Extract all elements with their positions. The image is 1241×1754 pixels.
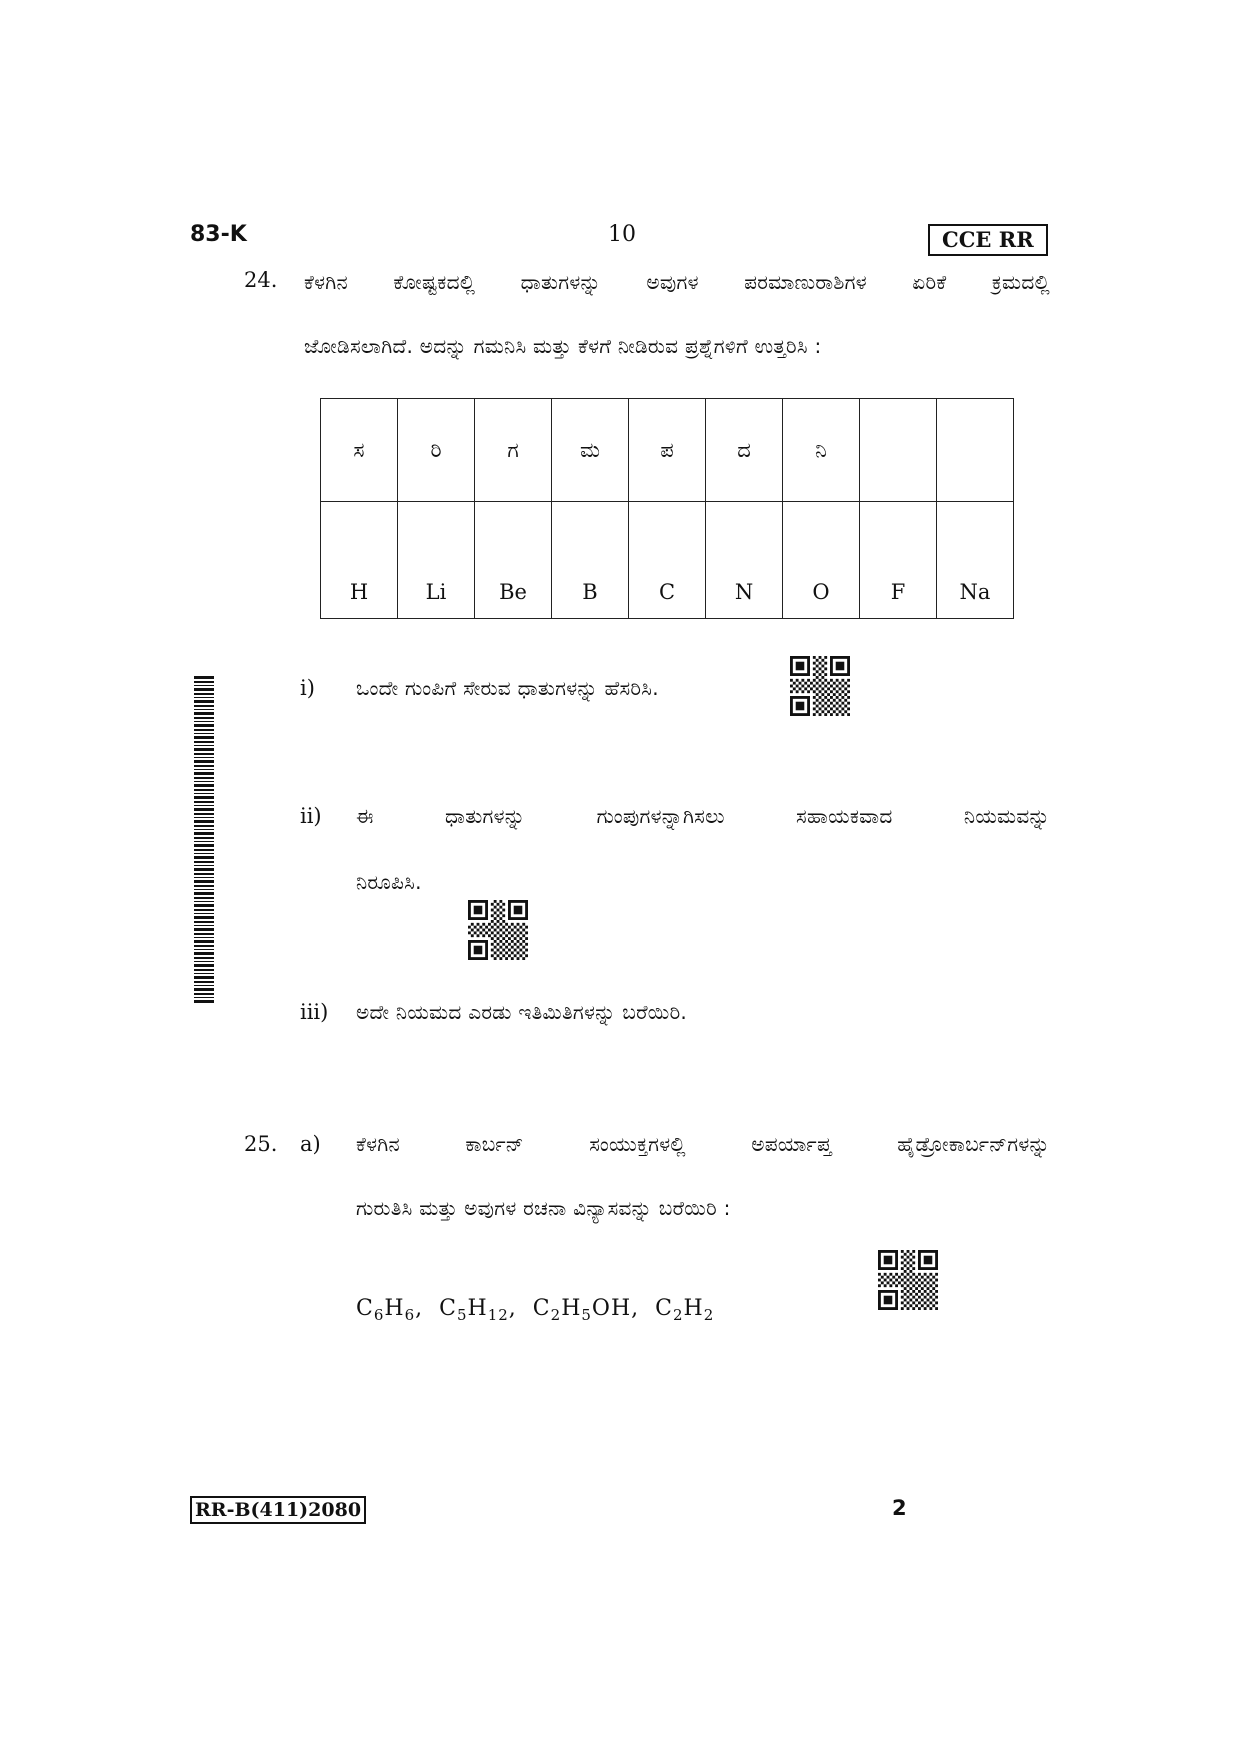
table-cell: Na	[937, 502, 1014, 619]
table-cell: N	[706, 502, 783, 619]
table-cell: B	[552, 502, 629, 619]
table-cell: Li	[398, 502, 475, 619]
table-cell: ಪ	[629, 399, 706, 502]
footer-page-number: 2	[892, 1496, 907, 1520]
qr-code-icon	[468, 900, 528, 960]
question-25-number: 25.	[244, 1132, 278, 1156]
formula-benzene: $C_6H_6$,	[356, 1296, 424, 1324]
paper-code: 83-K	[190, 222, 247, 247]
table-cell: ಸ	[321, 399, 398, 502]
table-cell	[937, 399, 1014, 502]
question-24-line-1: ಕೆಳಗಿನ ಕೋಷ್ಟಕದಲ್ಲಿ ಧಾತುಗಳನ್ನು ಅವುಗಳ ಪರಮಾಣುರಾಶಿಗಳ ಏರಿಕೆ ಕ್ರಮದಲ್ಲಿ	[304, 270, 1050, 294]
table-row-notes	[321, 399, 1014, 502]
table-cell: ಮ	[552, 399, 629, 502]
table-cell: ರಿ	[398, 399, 475, 502]
question-24-number: 24.	[244, 268, 278, 292]
element-table	[320, 398, 1014, 619]
question-24-line-2: ಜೋಡಿಸಲಾಗಿದೆ. ಅದನ್ನು ಗಮನಿಸಿ ಮತ್ತು ಕೆಳಗೆ ನೀಡಿರುವ ಪ್ರಶ್ನೆಗಳಿಗೆ ಉತ್ತರಿಸಿ :	[304, 334, 822, 358]
table-cell: Be	[475, 502, 552, 619]
footer-code-box: RR-B(411)2080	[190, 1496, 366, 1524]
table-cell	[860, 399, 937, 502]
table-cell: O	[783, 502, 860, 619]
table-cell: ದ	[706, 399, 783, 502]
paper-type-box: CCE RR	[928, 224, 1048, 256]
table-cell: ನಿ	[783, 399, 860, 502]
table-row-elements	[321, 502, 1014, 619]
subquestion-iii-text: ಅದೇ ನಿಯಮದ ಎರಡು ಇತಿಮಿತಿಗಳನ್ನು ಬರೆಯಿರಿ.	[356, 1000, 688, 1024]
formula-ethyne: $C_2H_2$	[655, 1296, 715, 1324]
subquestion-ii-line-1: ಈ ಧಾತುಗಳನ್ನು ಗುಂಪುಗಳನ್ನಾಗಿಸಲು ಸಹಾಯಕವಾದ ನಿಯಮವನ್ನು	[356, 804, 1050, 828]
table-cell: H	[321, 502, 398, 619]
formula-ethanol: $C_2H_5OH$,	[532, 1296, 640, 1324]
barcode-icon	[194, 676, 214, 1004]
question-25-line-1: ಕೆಳಗಿನ ಕಾರ್ಬನ್ ಸಂಯುಕ್ತಗಳಲ್ಲಿ ಅಪರ್ಯಾಪ್ತ ಹೈಡ್ರೋಕಾರ್ಬನ್‌ಗಳನ್ನು	[356, 1132, 1050, 1156]
question-25-part: a)	[300, 1132, 321, 1156]
qr-code-icon	[878, 1250, 938, 1310]
page-number: 10	[608, 222, 636, 247]
table-cell: ಗ	[475, 399, 552, 502]
formula-pentane: $C_5H_{12}$,	[439, 1296, 517, 1324]
subquestion-iii-label: iii)	[300, 1000, 329, 1024]
table-cell: F	[860, 502, 937, 619]
table-cell: C	[629, 502, 706, 619]
qr-code-icon	[790, 656, 850, 716]
subquestion-i-label: i)	[300, 676, 315, 700]
subquestion-i-text: ಒಂದೇ ಗುಂಪಿಗೆ ಸೇರುವ ಧಾತುಗಳನ್ನು ಹೆಸರಿಸಿ.	[356, 676, 659, 700]
subquestion-ii-label: ii)	[300, 804, 322, 828]
chemical-formulas	[356, 1296, 714, 1324]
question-25-line-2: ಗುರುತಿಸಿ ಮತ್ತು ಅವುಗಳ ರಚನಾ ವಿನ್ಯಾಸವನ್ನು ಬರೆಯಿರಿ :	[356, 1196, 731, 1220]
subquestion-ii-line-2: ನಿರೂಪಿಸಿ.	[356, 870, 422, 894]
